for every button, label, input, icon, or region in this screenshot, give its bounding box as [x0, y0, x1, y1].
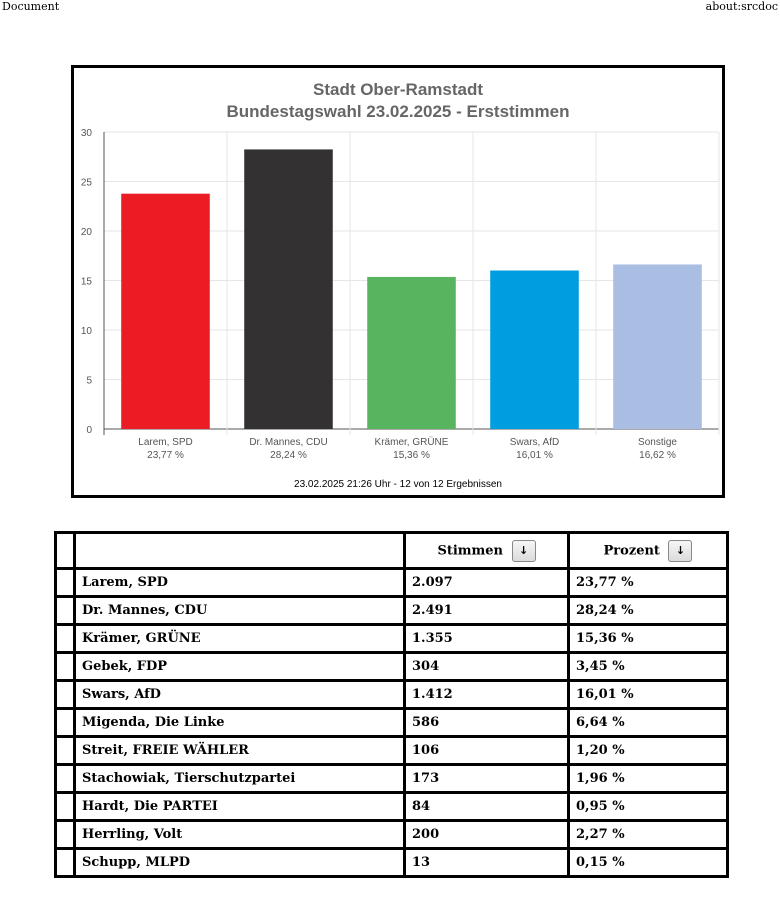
header-prozent-label: Prozent	[603, 543, 660, 558]
row-marker-cell	[56, 765, 75, 793]
candidate-name: Dr. Mannes, CDU	[75, 597, 405, 625]
x-category-label: Krämer, GRÜNE	[374, 437, 449, 448]
x-category-label: Sonstige	[638, 437, 677, 448]
table-header-row	[56, 533, 728, 569]
votes-value: 1.412	[405, 681, 569, 709]
percent-value: 28,24 %	[569, 597, 728, 625]
x-value-label: 16,62 %	[639, 450, 676, 461]
candidate-name: Schupp, MLPD	[75, 849, 405, 877]
x-value-label: 28,24 %	[270, 450, 307, 461]
sort-prozent-button[interactable]	[668, 540, 692, 562]
row-marker-cell	[56, 653, 75, 681]
table-row	[56, 653, 728, 681]
percent-value: 0,15 %	[569, 849, 728, 877]
bar	[490, 271, 579, 429]
down-arrow-icon: ↓	[675, 543, 686, 557]
percent-value: 0,95 %	[569, 793, 728, 821]
header-name-cell	[75, 533, 405, 569]
header-empty-cell	[56, 533, 75, 569]
sort-stimmen-button[interactable]	[512, 540, 536, 562]
header-stimmen-label: Stimmen	[437, 543, 504, 558]
votes-value: 173	[405, 765, 569, 793]
table-row	[56, 821, 728, 849]
table-row	[56, 709, 728, 737]
table-row	[56, 569, 728, 597]
candidate-name: Larem, SPD	[75, 569, 405, 597]
table-row	[56, 597, 728, 625]
row-marker-cell	[56, 737, 75, 765]
x-category-label: Larem, SPD	[138, 437, 193, 448]
percent-value: 2,27 %	[569, 821, 728, 849]
election-chart	[71, 65, 725, 498]
row-marker-cell	[56, 681, 75, 709]
votes-value: 2.491	[405, 597, 569, 625]
x-value-label: 15,36 %	[393, 450, 430, 461]
table-row	[56, 681, 728, 709]
results-table	[54, 531, 729, 878]
table-row	[56, 765, 728, 793]
candidate-name: Gebek, FDP	[75, 653, 405, 681]
row-marker-cell	[56, 793, 75, 821]
down-arrow-icon: ↓	[518, 543, 529, 557]
votes-value: 13	[405, 849, 569, 877]
candidate-name: Herrling, Volt	[75, 821, 405, 849]
percent-value: 6,64 %	[569, 709, 728, 737]
votes-value: 304	[405, 653, 569, 681]
bar	[613, 264, 702, 429]
bar	[121, 194, 210, 429]
row-marker-cell	[56, 849, 75, 877]
bar-chart-svg	[74, 68, 722, 495]
percent-value: 1,20 %	[569, 737, 728, 765]
chart-title: Stadt Ober-Ramstadt	[312, 80, 484, 99]
percent-value: 23,77 %	[569, 569, 728, 597]
candidate-name: Krämer, GRÜNE	[75, 625, 405, 653]
votes-value: 200	[405, 821, 569, 849]
x-value-label: 23,77 %	[147, 450, 184, 461]
chart-bars	[121, 149, 702, 429]
y-tick-label: 10	[80, 326, 92, 337]
row-marker-cell	[56, 569, 75, 597]
votes-value: 2.097	[405, 569, 569, 597]
chart-footer: 23.02.2025 21:26 Uhr - 12 von 12 Ergebnissen	[294, 479, 502, 490]
bar	[244, 149, 333, 429]
x-value-label: 16,01 %	[516, 450, 553, 461]
chart-labels	[138, 436, 677, 461]
y-tick-label: 0	[86, 425, 92, 436]
document-title: Document	[2, 0, 60, 13]
table-row	[56, 737, 728, 765]
table-row	[56, 793, 728, 821]
candidate-name: Hardt, Die PARTEI	[75, 793, 405, 821]
table-row	[56, 625, 728, 653]
x-category-label: Dr. Mannes, CDU	[249, 437, 328, 448]
percent-value: 15,36 %	[569, 625, 728, 653]
y-tick-label: 30	[80, 128, 92, 139]
y-tick-label: 5	[86, 375, 92, 387]
bar	[367, 277, 456, 429]
votes-value: 106	[405, 737, 569, 765]
row-marker-cell	[56, 597, 75, 625]
votes-value: 84	[405, 793, 569, 821]
votes-value: 1.355	[405, 625, 569, 653]
candidate-name: Migenda, Die Linke	[75, 709, 405, 737]
percent-value: 1,96 %	[569, 765, 728, 793]
y-tick-label: 20	[80, 227, 92, 238]
percent-value: 16,01 %	[569, 681, 728, 709]
votes-value: 586	[405, 709, 569, 737]
y-tick-label: 25	[80, 177, 92, 189]
percent-value: 3,45 %	[569, 653, 728, 681]
candidate-name: Stachowiak, Tierschutzpartei	[75, 765, 405, 793]
row-marker-cell	[56, 709, 75, 737]
x-category-label: Swars, AfD	[509, 437, 560, 448]
candidate-name: Swars, AfD	[75, 681, 405, 709]
document-url: about:srcdoc	[705, 0, 778, 13]
header-stimmen[interactable]	[405, 533, 569, 569]
candidate-name: Streit, FREIE WÄHLER	[75, 737, 405, 765]
row-marker-cell	[56, 821, 75, 849]
chart-subtitle: Bundestagswahl 23.02.2025 - Erststimmen	[226, 102, 570, 121]
table-row	[56, 849, 728, 877]
row-marker-cell	[56, 625, 75, 653]
header-prozent[interactable]	[569, 533, 728, 569]
y-tick-label: 15	[80, 276, 92, 288]
